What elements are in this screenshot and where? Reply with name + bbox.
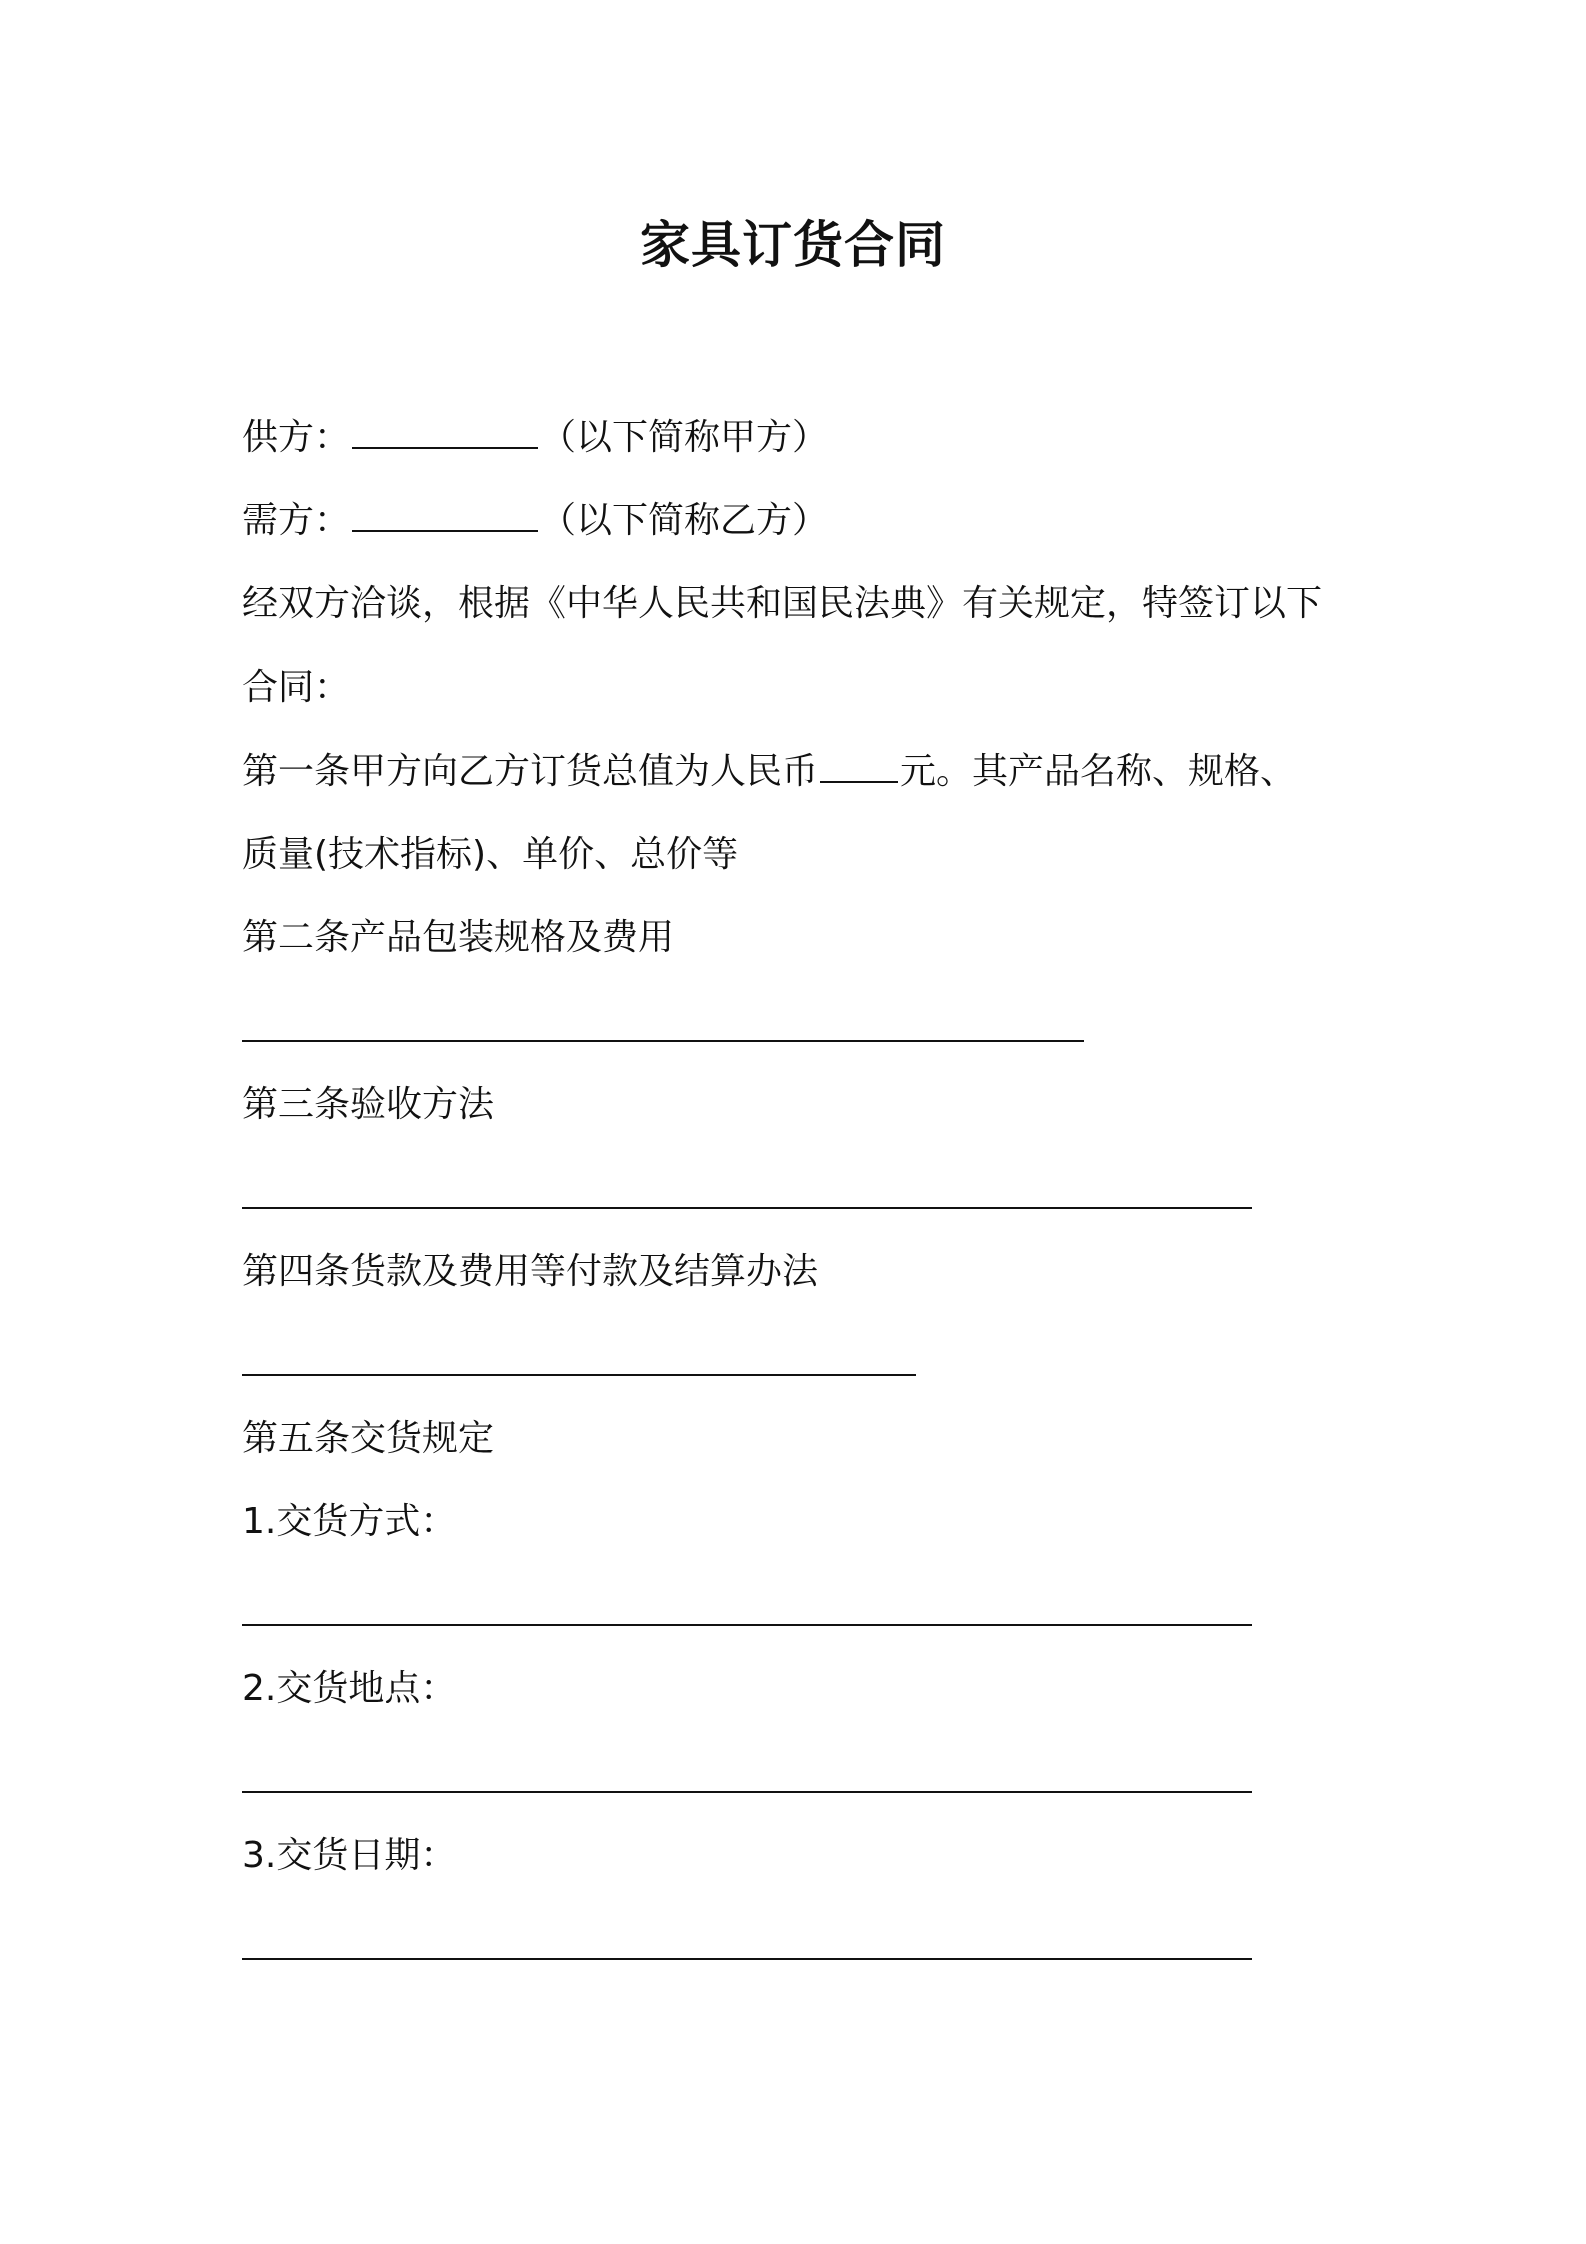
supplier-blank[interactable] bbox=[352, 417, 538, 449]
article-2-heading: 第二条产品包装规格及费用 bbox=[242, 917, 675, 958]
buyer-suffix: （以下简称乙方） bbox=[540, 500, 829, 541]
supplier-line bbox=[242, 414, 828, 462]
article-4-heading: 第四条货款及费用等付款及结算办法 bbox=[242, 1251, 819, 1292]
delivery-method-blank-line[interactable] bbox=[242, 1624, 1252, 1626]
buyer-blank[interactable] bbox=[352, 500, 538, 532]
delivery-date-label: 3.交货日期： bbox=[242, 1835, 457, 1876]
preamble-line-1: 经双方洽谈，根据《中华人民共和国民法典》有关规定，特签订以下 bbox=[242, 583, 1323, 624]
delivery-date-blank-line[interactable] bbox=[242, 1958, 1252, 1960]
supplier-suffix: （以下简称甲方） bbox=[540, 417, 829, 458]
buyer-line bbox=[242, 497, 828, 545]
delivery-place-label: 2.交货地点： bbox=[242, 1668, 457, 1709]
supplier-label: 供方： bbox=[242, 417, 351, 458]
article-1-line-1 bbox=[242, 748, 1296, 796]
article-3-blank-line[interactable] bbox=[242, 1207, 1252, 1209]
page-title: 家具订货合同 bbox=[640, 216, 946, 274]
article-5-heading: 第五条交货规定 bbox=[242, 1418, 495, 1459]
article-1-line-2: 质量(技术指标)、单价、总价等 bbox=[242, 834, 739, 875]
article-1-text-a: 第一条甲方向乙方订货总值为人民币 bbox=[242, 751, 819, 792]
article-3-heading: 第三条验收方法 bbox=[242, 1084, 495, 1125]
buyer-label: 需方： bbox=[242, 500, 351, 541]
article-2-blank-line[interactable] bbox=[242, 1040, 1084, 1042]
article-1-text-b: 元。其产品名称、规格、 bbox=[900, 751, 1297, 792]
article-4-blank-line[interactable] bbox=[242, 1374, 916, 1376]
delivery-place-blank-line[interactable] bbox=[242, 1791, 1252, 1793]
preamble-line-2: 合同： bbox=[242, 667, 351, 708]
total-amount-blank[interactable] bbox=[820, 751, 898, 783]
delivery-method-label: 1.交货方式： bbox=[242, 1501, 457, 1542]
